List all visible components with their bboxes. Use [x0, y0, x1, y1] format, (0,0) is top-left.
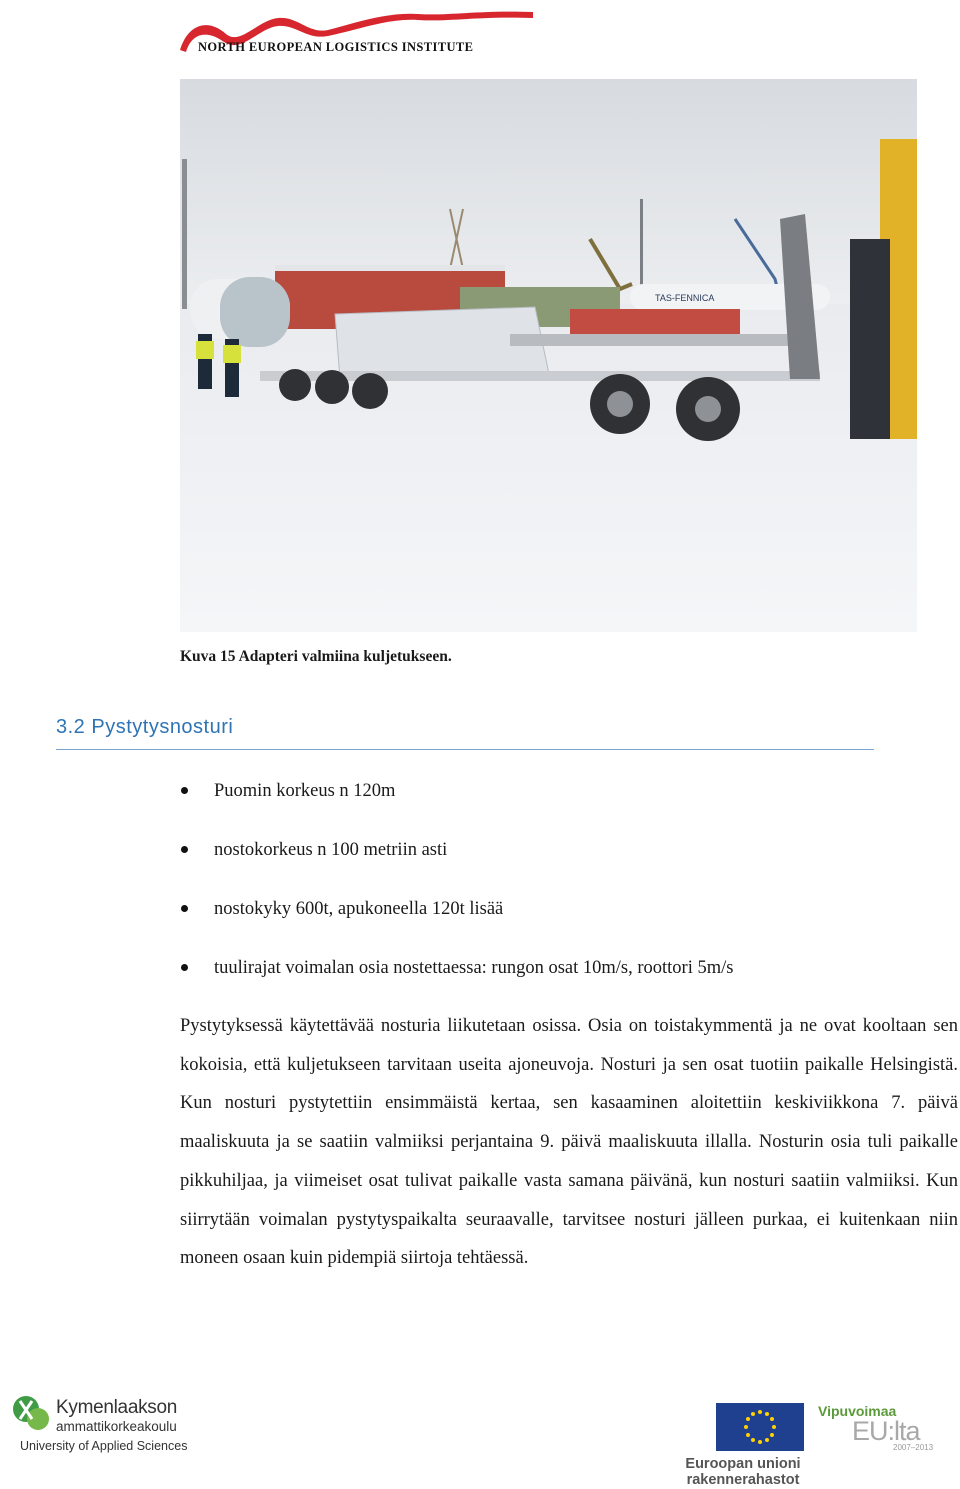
vipuvoimaa-eulta: EU:lta — [852, 1416, 920, 1446]
vipuvoimaa-title: Vipuvoimaa — [818, 1403, 897, 1419]
kyamk-name: Kymenlaakson — [56, 1397, 178, 1418]
photo-illustration — [180, 79, 917, 632]
list-item: Puomin korkeus n 120m — [180, 773, 733, 832]
heading-rule — [56, 749, 874, 750]
kyamk-sub: ammattikorkeakoulu — [56, 1419, 177, 1434]
list-item: nostokorkeus n 100 metriin asti — [180, 832, 733, 891]
eu-funding-text — [680, 1456, 806, 1488]
list-item: tuulirajat voimalan osia nostettaessa: rungon osat 10m/s, roottori 5m/s — [180, 950, 733, 1009]
institute-name: NORTH EUROPEAN LOGISTICS INSTITUTE — [198, 40, 474, 54]
list-item: nostokyky 600t, apukoneella 120t lisää — [180, 891, 733, 950]
figure-caption: Kuva 15 Adapteri valmiina kuljetukseen. — [180, 648, 452, 665]
tas-fennica-sign: TAS-FENNICA — [655, 293, 715, 303]
spec-list — [180, 773, 733, 1009]
vipuvoimaa-years: 2007–2013 — [893, 1443, 934, 1452]
kyamk-english: University of Applied Sciences — [20, 1439, 188, 1453]
eu-flag-icon — [716, 1403, 804, 1451]
body-paragraph: Pystytyksessä käytettävää nosturia liikutetaan osissa. Osia on toistakymmentä ja ne ovat kooltaan sen kokoisia, että kuljetukseen tarvitaan useita ajoneuvoja. Nosturi ja sen osat tuotiin paikalle Helsingistä. Kun nosturi pystytettiin ensimmäistä kertaa, sen kasaaminen aloitettiin keskiviikkona 7. päivä maaliskuuta ja se saatiin valmiiksi perjantaina 9. päivä maaliskuuta illalla. Nosturin osia tuli paikalle pikkuhiljaa, ja viimeiset osat tulivat paikalle vasta samana päivänä, kun nosturi saatiin valmiiksi. Kun siirrytään voimalan pystytyspaikalta seuraavalle, tarvitsee nosturi jälleen purkaa, ei kuitenkaan niin moneen osaan kuin pidempiä siirtoja tehtäessä. — [180, 1016, 958, 1269]
eu-line-2: rakennerahastot — [686, 1472, 800, 1488]
kyamk-logo-icon — [10, 1393, 52, 1435]
photo-trailer-in-snow — [180, 79, 917, 632]
eu-line-1: Euroopan unioni — [685, 1456, 801, 1472]
section-heading: 3.2 Pystytysnosturi — [56, 716, 234, 738]
